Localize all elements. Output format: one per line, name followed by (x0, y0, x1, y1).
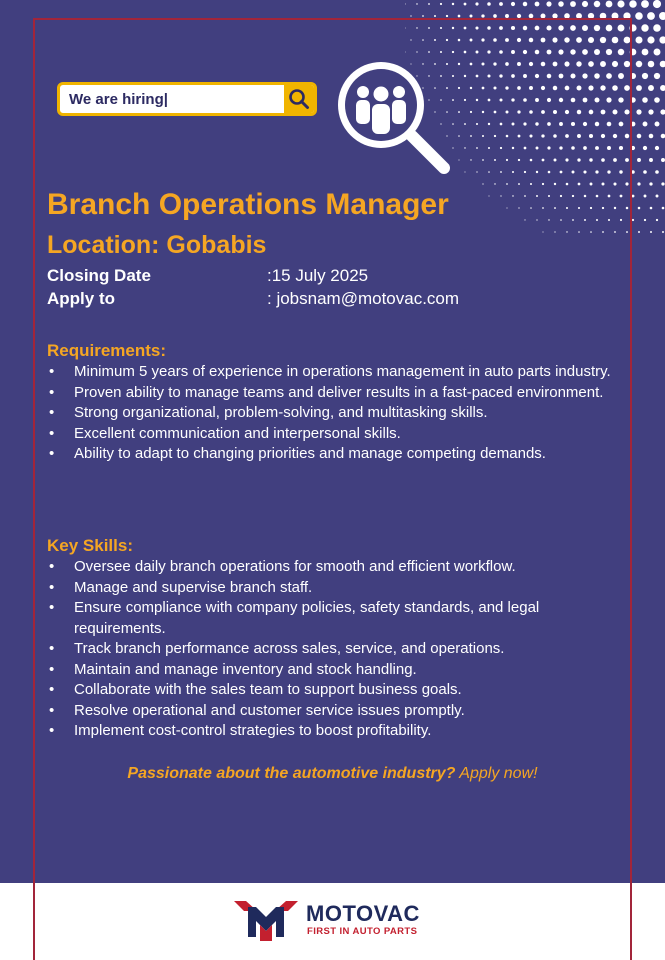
list-item: • Track branch performance across sales, service, and operations. (49, 640, 505, 657)
motovac-m-logo (234, 895, 298, 943)
brand-slogan: FIRST IN AUTO PARTS (307, 926, 418, 937)
call-to-action-question: Passionate about the automotive industry? (127, 765, 456, 782)
job-title: Branch Operations Manager (47, 188, 449, 221)
frame-border-top (33, 18, 632, 20)
closing-date-value: :15 July 2025 (267, 266, 369, 285)
call-to-action-apply: Apply now! (455, 765, 538, 782)
requirements-list (47, 362, 617, 465)
requirements-heading: Requirements: (47, 341, 167, 360)
key-skills-heading: Key Skills: (47, 536, 133, 555)
key-skills-list (47, 557, 617, 742)
list-item: • Proven ability to manage teams and deliver results in a fast-paced environment. (49, 383, 604, 401)
list-item: • Oversee daily branch operations for smooth and efficient workflow. (49, 558, 516, 575)
list-item: • Manage and supervise branch staff. (49, 578, 313, 596)
motovac-logo (234, 895, 434, 945)
list-item: • Strong organizational, problem-solving, and multitasking skills. (49, 404, 488, 421)
search-button (284, 85, 314, 113)
job-location: Location: Gobabis (47, 231, 267, 259)
list-item: • Excellent communication and interpersonal skills. (49, 424, 401, 442)
closing-date-label: Closing Date (47, 266, 151, 285)
list-item: • Minimum 5 years of experience in operations management in auto parts industry. (49, 363, 611, 380)
call-to-action (0, 765, 665, 783)
list-item: • Ability to adapt to changing priorities and manage competing demands. (49, 445, 546, 462)
people-search-icon (334, 58, 454, 176)
magnifier-icon (284, 85, 314, 113)
brand-name: MOTOVAC (306, 901, 420, 926)
frame-border-left (33, 18, 35, 960)
list-item: • Implement cost-control strategies to boost profitability. (49, 722, 432, 739)
apply-email: : jobsnam@motovac.com (267, 289, 460, 308)
list-item: • Collaborate with the sales team to support business goals. (49, 681, 462, 698)
search-text: We are hiring| (69, 91, 168, 108)
apply-to-label: Apply to (47, 289, 115, 308)
list-item: • Resolve operational and customer service issues promptly. (49, 701, 465, 719)
frame-border-right (630, 18, 632, 960)
list-item: • Maintain and manage inventory and stock handling. (49, 660, 417, 678)
list-item: • Ensure compliance with company policies, safety standards, and legal requirements. (49, 599, 540, 637)
hiring-search-bar (57, 82, 317, 116)
